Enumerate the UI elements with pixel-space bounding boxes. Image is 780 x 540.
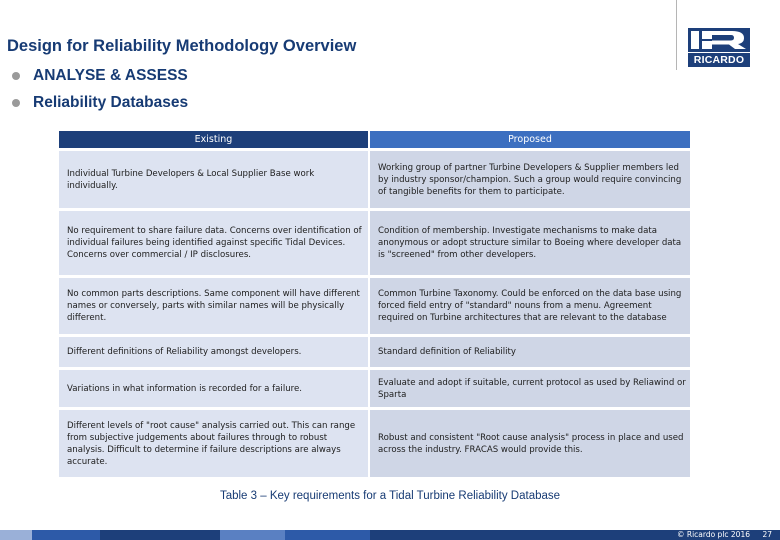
slide-title: Design for Reliability Methodology Overview [7,37,357,55]
cell-proposed: Working group of partner Turbine Developers & Supplier members led by industry sponsor/champion. Such a group would require convincing of tangible benefits for them to participate. [370,151,690,208]
bullet-item [12,89,188,116]
cell-existing: Variations in what information is recorded for a failure. [59,370,368,407]
footer-segment [285,530,370,540]
footer-segment [32,530,100,540]
cell-existing: No common parts descriptions. Same component will have different names or conversely, parts with similar names will be physically different. [59,278,368,334]
header-existing: Existing [59,131,368,148]
requirements-table [59,131,690,477]
bullet-item [12,62,188,89]
table-caption: Table 3 – Key requirements for a Tidal Turbine Reliability Database [219,490,561,502]
cell-existing: Different definitions of Reliability amongst developers. [59,337,368,367]
footer-segment [220,530,285,540]
bullet-text: ANALYSE & ASSESS [33,66,188,84]
bullet-text: Reliability Databases [33,93,189,111]
cell-proposed: Condition of membership. Investigate mechanisms to make data anonymous or adopt structure similar to Boeing where developer data is "screened" from other developers. [370,211,690,275]
cell-proposed: Standard definition of Reliability [370,337,690,367]
ricardo-logo [688,28,750,68]
table-row [59,410,690,477]
cell-existing: Individual Turbine Developers & Local Supplier Base work individually. [59,151,368,208]
cell-existing: Different levels of "root cause" analysis carried out. This can range from subjective judgements about failures through to robust analysis. Difficult to determine if failure descriptions are always accurate. [59,410,368,477]
header-proposed: Proposed [370,131,690,148]
bullet-list [12,62,188,116]
bullet-dot-icon [12,99,20,107]
footer-segment [0,530,32,540]
header-divider [676,0,677,70]
table-row [59,278,690,334]
footer-segment [100,530,220,540]
table-row [59,151,690,208]
table-row [59,370,690,407]
logo-wordmark: RICARDO [688,53,750,67]
page-number: 27 [762,530,772,539]
cell-proposed: Evaluate and adopt if suitable, current protocol as used by Reliawind or Sparta [370,370,690,407]
table-header-row [59,131,690,148]
ricardo-logo-mark [688,28,750,52]
cell-proposed: Robust and consistent "Root cause analysis" process in place and used across the industry. FRACAS would provide this. [370,410,690,477]
table-row [59,211,690,275]
footer-segment [370,530,460,540]
cell-existing: No requirement to share failure data. Concerns over identification of individual failures being identified against specific Tidal Devices. Concerns over commercial / IP disclosures. [59,211,368,275]
table-row [59,337,690,367]
cell-proposed: Common Turbine Taxonomy. Could be enforced on the data base using forced field entry of "standard" nouns from a menu. Agreement required on Turbine architectures that are relevant to the database [370,278,690,334]
footer-copyright: © Ricardo plc 2016 [676,530,750,539]
bullet-dot-icon [12,72,20,80]
footer-bar [0,530,780,540]
